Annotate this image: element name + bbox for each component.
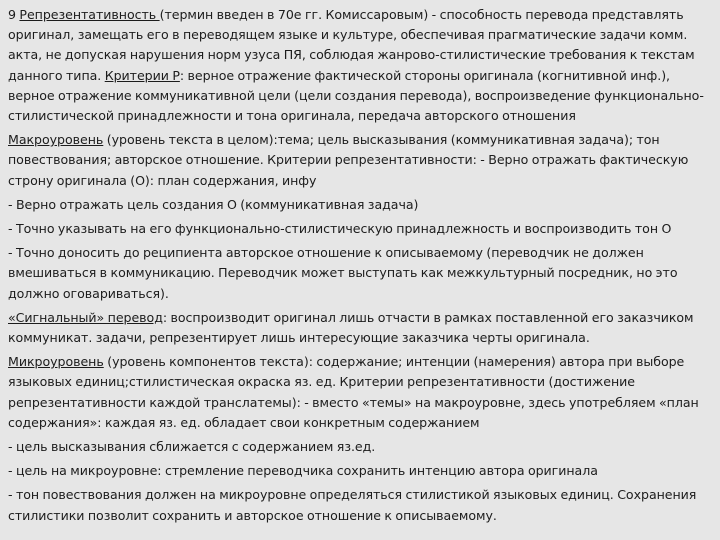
paragraph <box>8 195 714 215</box>
document-body <box>8 5 714 526</box>
paragraph <box>8 461 714 481</box>
text-run: (уровень компонентов текста): содержание; интенции (намерения) автора при выборе языковых единиц;стилистическая окраска яз. ед. Критерии репрезентативности (достижение репрезентативности каждой транслатемы): - вместо «темы» на макроуровне, здесь употребляем «план содержания»: каждая яз. ед. обладает свои конкретным содержанием <box>8 354 699 430</box>
text-run: : верное отражение фактической стороны оригинала (когнитивной инф.), верное отражение коммуникативной цели (цели создания перевода), воспроизведение функционально-стилистической принадлежности и тона оригинала, передача авторского отношения <box>8 67 704 124</box>
text-run: : воспроизводит оригинал лишь отчасти в рамках поставленной его заказчиком коммуникат. задачи, репрезентирует лишь интересующие заказчика черты оригинала. <box>8 309 694 346</box>
paragraph <box>8 352 714 433</box>
paragraph <box>8 130 714 191</box>
underlined-term: Критерии Р <box>104 67 180 83</box>
text-run: - тон повествования должен на микроуровне определяться стилистикой языковых единиц. Сохранения стилистики позволит сохранить и авторское отношение к описываемому. <box>8 487 697 523</box>
paragraph <box>8 308 714 348</box>
paragraph <box>8 5 714 126</box>
underlined-term: Макроуровень <box>8 132 104 148</box>
paragraph <box>8 437 714 457</box>
underlined-term: «Сигнальный» перевод <box>8 309 163 325</box>
text-run: (уровень текста в целом):тема; цель высказывания (коммуникативная задача); тон повествования; авторское отношение. Критерии репрезентативности: - Верно отражать фактическую строну оригинала (О): план содержания, инфу <box>8 132 689 188</box>
underlined-term: Репрезентативность <box>19 7 160 22</box>
text-run: - Верно отражать цель создания О (коммуникативная задача) <box>8 196 419 212</box>
paragraph <box>8 243 714 304</box>
text-run: - Точно доносить до реципиента авторское отношение к описываемому (переводчик не должен вмешиваться в коммуникацию. Переводчик может выступать как межкультурный посредник, но это должно оговариваться). <box>8 245 678 301</box>
text-run: - цель высказывания сближается с содержанием яз.ед. <box>8 439 376 455</box>
text-run: - Точно указывать на его функционально-стилистическую принадлежность и воспроизводить тон О <box>8 221 672 237</box>
text-run: - цель на микроуровне: стремление переводчика сохранить интенцию автора оригинала <box>8 463 598 479</box>
text-run: 9 <box>8 7 20 22</box>
paragraph <box>8 219 714 239</box>
paragraph <box>8 485 714 525</box>
text-run: (термин введен в 70е гг. Комиссаровым) - способность перевода представлять оригинал, замещать его в переводящем языке и культуре, обеспечивая прагматические задачи комм. акта, не допуская нарушения норм узуса ПЯ, соблюдая жанрово-стилистические требования к текстам данного типа. <box>8 7 695 83</box>
underlined-term: Микроуровень <box>8 354 104 370</box>
